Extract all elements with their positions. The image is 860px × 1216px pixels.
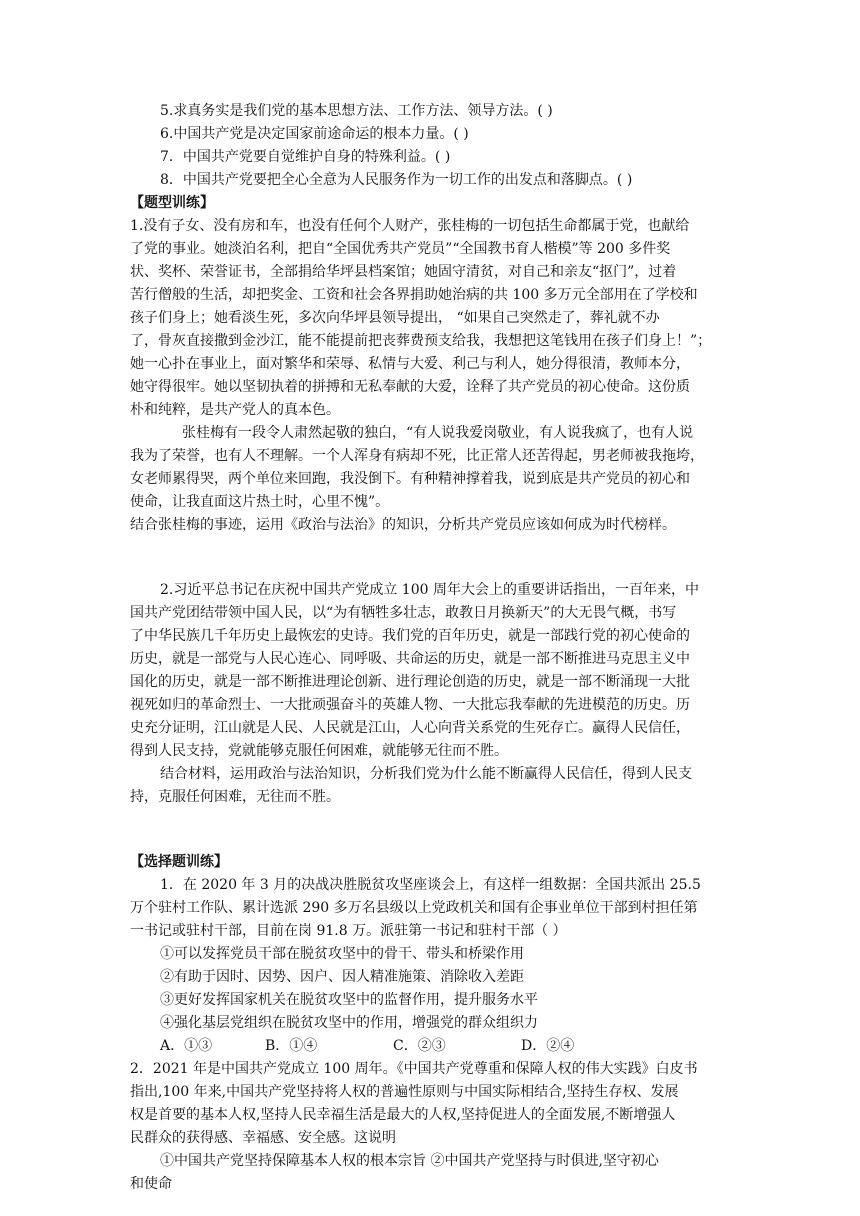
document-page — [130, 100, 730, 1196]
judgment-section — [130, 100, 730, 192]
text-line: 了中华民族几千年历史上最恢宏的史诗。我们党的百年历史，就是一部践行党的初心使命的 — [130, 628, 690, 644]
judgment-item-6: 6.中国共产党是决定国家前途命运的根本力量。( ) — [160, 126, 469, 142]
statement-line: ①中国共产党坚持保障基本人权的根本宗旨 ②中国共产党坚持与时俱进,坚守初心 — [160, 1153, 659, 1169]
text-line: 史充分证明，江山就是人民、人民就是江山，人心向背关系党的生死存亡。赢得人民信任， — [130, 720, 690, 736]
option-d[interactable]: D．②④ — [521, 1038, 575, 1054]
stem-line: 万个驻村工作队、累计选派 290 多万名县级以上党政机关和国有企事业单位干部到村担任第 — [130, 900, 698, 916]
stem-line: 民群众的获得感、幸福感、安全感。这说明 — [130, 1130, 396, 1146]
question-2-ask: 结合材料，运用政治与法治知识，分析我们党为什么能不断赢得人民信任，得到人民支 — [160, 766, 692, 782]
judgment-item-7: 7．中国共产党要自觉维护自身的特殊利益。( ) — [160, 149, 451, 165]
text-line: 使命，让我直面这片热土时，心里不愧”。 — [130, 494, 390, 510]
text-line: 得到人民支持，党就能够克服任何困难，就能够无往而不胜。 — [130, 743, 508, 759]
choice-question-1 — [130, 874, 730, 1058]
text-line: 2.习近平总书记在庆祝中国共产党成立 100 周年大会上的重要讲话指出，一百年来，中 — [160, 582, 699, 598]
text-line: 了，骨灰直接撒到金沙江，能不能提前把丧葬费预支给我，我想把这笔钱用在孩子们身上！”； — [130, 333, 712, 349]
stem-line: 权是首要的基本人权,坚持人民幸福生活是最大的人权,坚持促进人的全面发展,不断增强人 — [130, 1107, 676, 1123]
text-line: 张桂梅有一段令人肃然起敬的独白，“有人说我爱岗敬业，有人说我疯了，也有人说 — [182, 425, 694, 441]
practice-heading: 【题型训练】 — [130, 195, 214, 211]
judgment-item-8: 8．中国共产党要把全心全意为人民服务作为一切工作的出发点和落脚点。( ) — [160, 172, 633, 188]
choice-section — [130, 851, 730, 1196]
text-line: 状、奖杯、荣誉证书，全部捐给华坪县档案馆；她固守清贫，对自己和亲友“抠门”，过着 — [130, 264, 677, 280]
option-c[interactable]: C．②③ — [393, 1038, 446, 1054]
text-line: 她一心扑在事业上，面对繁华和荣辱、私情与大爱、利己与利人，她分得很清，教师本分， — [130, 356, 690, 372]
choice-question-2 — [130, 1058, 730, 1196]
text-line: 她守得很牢。她以坚韧执着的拼搏和无私奉献的大爱，诠释了共产党员的初心使命。这份质 — [130, 379, 690, 395]
practice-section — [130, 192, 730, 809]
statement-line: 和使命 — [130, 1176, 172, 1192]
question-1-ask: 结合张桂梅的事迹，运用《政治与法治》的知识，分析共产党员应该如何成为时代榜样。 — [130, 517, 676, 533]
text-line: 女老师累得哭，两个单位来回跑，我没倒下。有种精神撑着我，说到底是共产党员的初心和 — [130, 471, 690, 487]
text-line: 国共产党团结带领中国人民，以“为有牺牲多壮志，敢教日月换新天”的大无畏气概，书写 — [130, 605, 677, 621]
text-line: 我为了荣誉，也有人不理解。一个人浑身有病却不死，比正常人还苦得起，男老师被我拖垮， — [130, 448, 704, 464]
statement-2: ②有助于因时、因势、因户、因人精准施策、消除收入差距 — [160, 969, 524, 985]
text-line: 了党的事业。她淡泊名利，把自“全国优秀共产党员”“全国教书育人楷模”等 200 多件奖 — [130, 241, 671, 257]
stem-line: 指出,100 年来,中国共产党坚持将人权的普遍性原则与中国实际相结合,坚持生存权、发展 — [130, 1084, 679, 1100]
stem-line: 2．2021 年是中国共产党成立 100 周年。《中国共产党尊重和保障人权的伟大实践》白皮书 — [130, 1061, 698, 1077]
text-line: 孩子们身上；她看淡生死，多次向华坪县领导提出， “如果自己突然走了，葬礼就不办 — [130, 310, 660, 326]
text-line: 视死如归的革命烈士、一大批顽强奋斗的英雄人物、一大批忘我奉献的先进模范的历史。历 — [130, 697, 690, 713]
answer-options — [130, 1035, 730, 1058]
stem-line: 一书记或驻村干部，目前在岗 91.8 万。派驻第一书记和驻村干部（ ） — [130, 923, 567, 939]
text-line: 1.没有子女、没有房和车，也没有任何个人财产，张桂梅的一切包括生命都属于党，也献给 — [130, 218, 690, 234]
stem-line: 1．在 2020 年 3 月的决战决胜脱贫攻坚座谈会上，有这样一组数据：全国共派出 25.5 — [160, 877, 701, 893]
text-line: 朴和纯粹，是共产党人的真本色。 — [130, 402, 340, 418]
text-line: 苦行僧般的生活，却把奖金、工资和社会各界捐助她治病的共 100 多万元全部用在了学校和 — [130, 287, 698, 303]
question-2-ask: 持，克服任何困难，无往而不胜。 — [130, 789, 340, 805]
statement-1: ①可以发挥党员干部在脱贫攻坚中的骨干、带头和桥梁作用 — [160, 946, 524, 962]
question-2-material — [130, 579, 730, 809]
judgment-item-5: 5.求真务实是我们党的基本思想方法、工作方法、领导方法。( ) — [160, 103, 553, 119]
text-line: 历史，就是一部党与人民心连心、同呼吸、共命运的历史，就是一部不断推进马克思主义中 — [130, 651, 690, 667]
text-line: 国化的历史，就是一部不断推进理论创新、进行理论创造的历史，就是一部不断涌现一大批 — [130, 674, 690, 690]
option-a[interactable]: A．①③ — [160, 1038, 213, 1054]
statement-3: ③更好发挥国家机关在脱贫攻坚中的监督作用，提升服务水平 — [160, 992, 538, 1008]
statement-4: ④强化基层党组织在脱贫攻坚中的作用，增强党的群众组织力 — [160, 1015, 538, 1031]
option-b[interactable]: B．①④ — [265, 1038, 318, 1054]
choice-heading: 【选择题训练】 — [130, 854, 228, 870]
question-1-material — [130, 215, 730, 537]
